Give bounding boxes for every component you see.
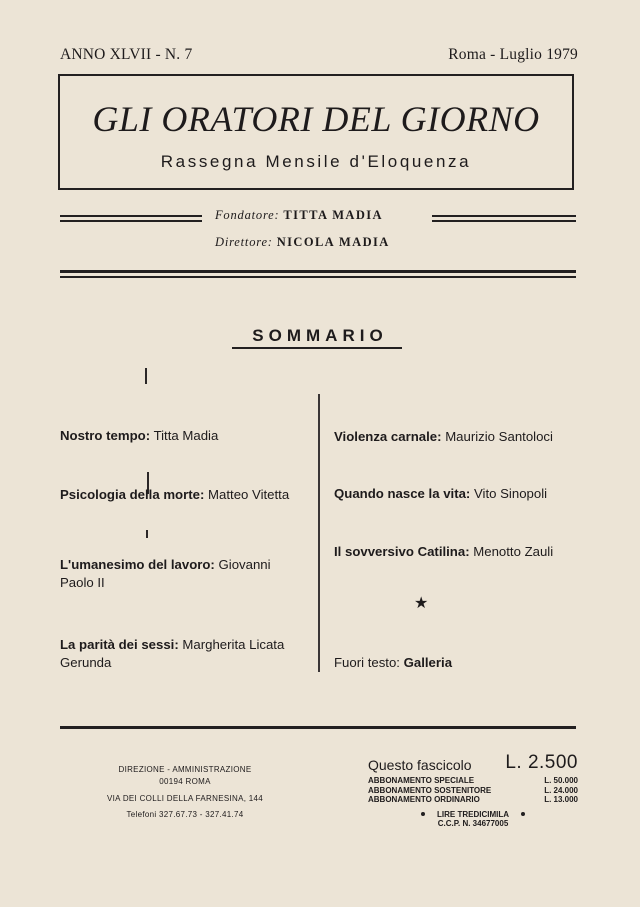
subscription-label: ABBONAMENTO SPECIALE	[368, 776, 475, 785]
entry-topic: Il sovversivo Catilina:	[334, 544, 470, 559]
rule-left-1	[60, 215, 202, 217]
subscription-label: ABBONAMENTO SOSTENITORE	[368, 785, 492, 795]
place-date: Roma - Luglio 1979	[448, 46, 578, 63]
price-block	[368, 754, 578, 829]
issue-number: ANNO XLVII - N. 7	[60, 46, 193, 63]
rule-right-2	[432, 220, 576, 222]
issue-price-label: Questo fascicolo	[368, 757, 472, 773]
founder-name: TITTA MADIA	[283, 208, 383, 222]
subscription-value: L. 13.000	[544, 795, 578, 804]
subscription-value: L. 24.000	[544, 785, 578, 795]
entry-topic: Quando nasce la vita:	[334, 486, 471, 501]
journal-subtitle: Rassegna Mensile d'Eloquenza	[160, 152, 472, 171]
issue-price: L. 2.500	[505, 752, 578, 773]
ccp-number: C.C.P. N. 34677005	[437, 819, 509, 828]
sommario-entry	[334, 485, 594, 503]
entry-topic: Nostro tempo:	[60, 428, 151, 443]
subscription-value: L. 50.000	[544, 776, 578, 785]
address-line: DIREZIONE - AMMINISTRAZIONE	[118, 765, 252, 774]
entry-author: Margherita Licata Gerunda	[60, 637, 285, 670]
address-line: Telefoni 327.67.73 - 327.41.74	[126, 809, 244, 819]
entry-author: Menotto Zauli	[473, 544, 554, 559]
rule-right-1	[432, 215, 576, 217]
subscription-label: ABBONAMENTO ORDINARIO	[368, 795, 480, 804]
rule-left-2	[60, 220, 202, 222]
sommario-entry	[60, 427, 305, 445]
rule-full-2	[60, 276, 576, 278]
print-mark	[145, 368, 147, 384]
entry-topic: Violenza carnale:	[334, 429, 442, 444]
entry-topic: La parità dei sessi:	[60, 637, 179, 652]
entry-author: Maurizio Santoloci	[445, 429, 553, 444]
sommario-entry	[60, 486, 305, 504]
extra-value: Galleria	[403, 655, 453, 670]
extra-label: Fuori testo:	[334, 655, 400, 670]
entry-author: Giovanni Paolo II	[60, 557, 271, 590]
subscription-row	[368, 795, 578, 805]
sommario-entry	[334, 428, 594, 446]
entry-topic: L'umanesimo del lavoro:	[60, 557, 215, 572]
column-divider	[318, 394, 320, 672]
issue-price-row	[368, 754, 578, 776]
founder-label: Fondatore:	[215, 208, 280, 222]
director-name: NICOLA MADIA	[276, 235, 390, 249]
publisher-address	[60, 764, 310, 820]
rule-bottom	[60, 726, 576, 729]
director-credit	[215, 235, 390, 250]
founder-credit	[215, 208, 383, 223]
entry-author: Vito Sinopoli	[473, 486, 548, 501]
subscription-row	[368, 786, 578, 796]
bullet-icon	[521, 812, 525, 816]
sommario-heading: SOMMARIO	[252, 326, 388, 345]
journal-title: GLI ORATORI DEL GIORNO	[92, 99, 540, 139]
print-mark	[146, 530, 148, 538]
subscription-row	[368, 776, 578, 786]
title-box	[58, 74, 574, 190]
price-words-row	[368, 810, 578, 820]
rule-full-1	[60, 270, 576, 273]
entry-topic: Psicologia della morte:	[60, 487, 205, 502]
address-line: VIA DEI COLLI DELLA FARNESINA, 144	[106, 794, 264, 803]
entry-author: Matteo Vitetta	[208, 487, 290, 502]
bullet-icon	[421, 812, 425, 816]
sommario-entry	[334, 543, 594, 561]
address-line: 00194 ROMA	[159, 776, 211, 786]
sommario-entry	[60, 556, 305, 592]
sommario-extra	[334, 654, 594, 672]
entry-author: Titta Madia	[153, 428, 219, 443]
price-words: LIRE TREDICIMILA	[437, 809, 509, 819]
director-label: Direttore:	[215, 235, 273, 249]
star-icon: ★	[414, 595, 429, 612]
sommario-underline	[232, 347, 402, 349]
sommario-entry	[60, 636, 305, 672]
